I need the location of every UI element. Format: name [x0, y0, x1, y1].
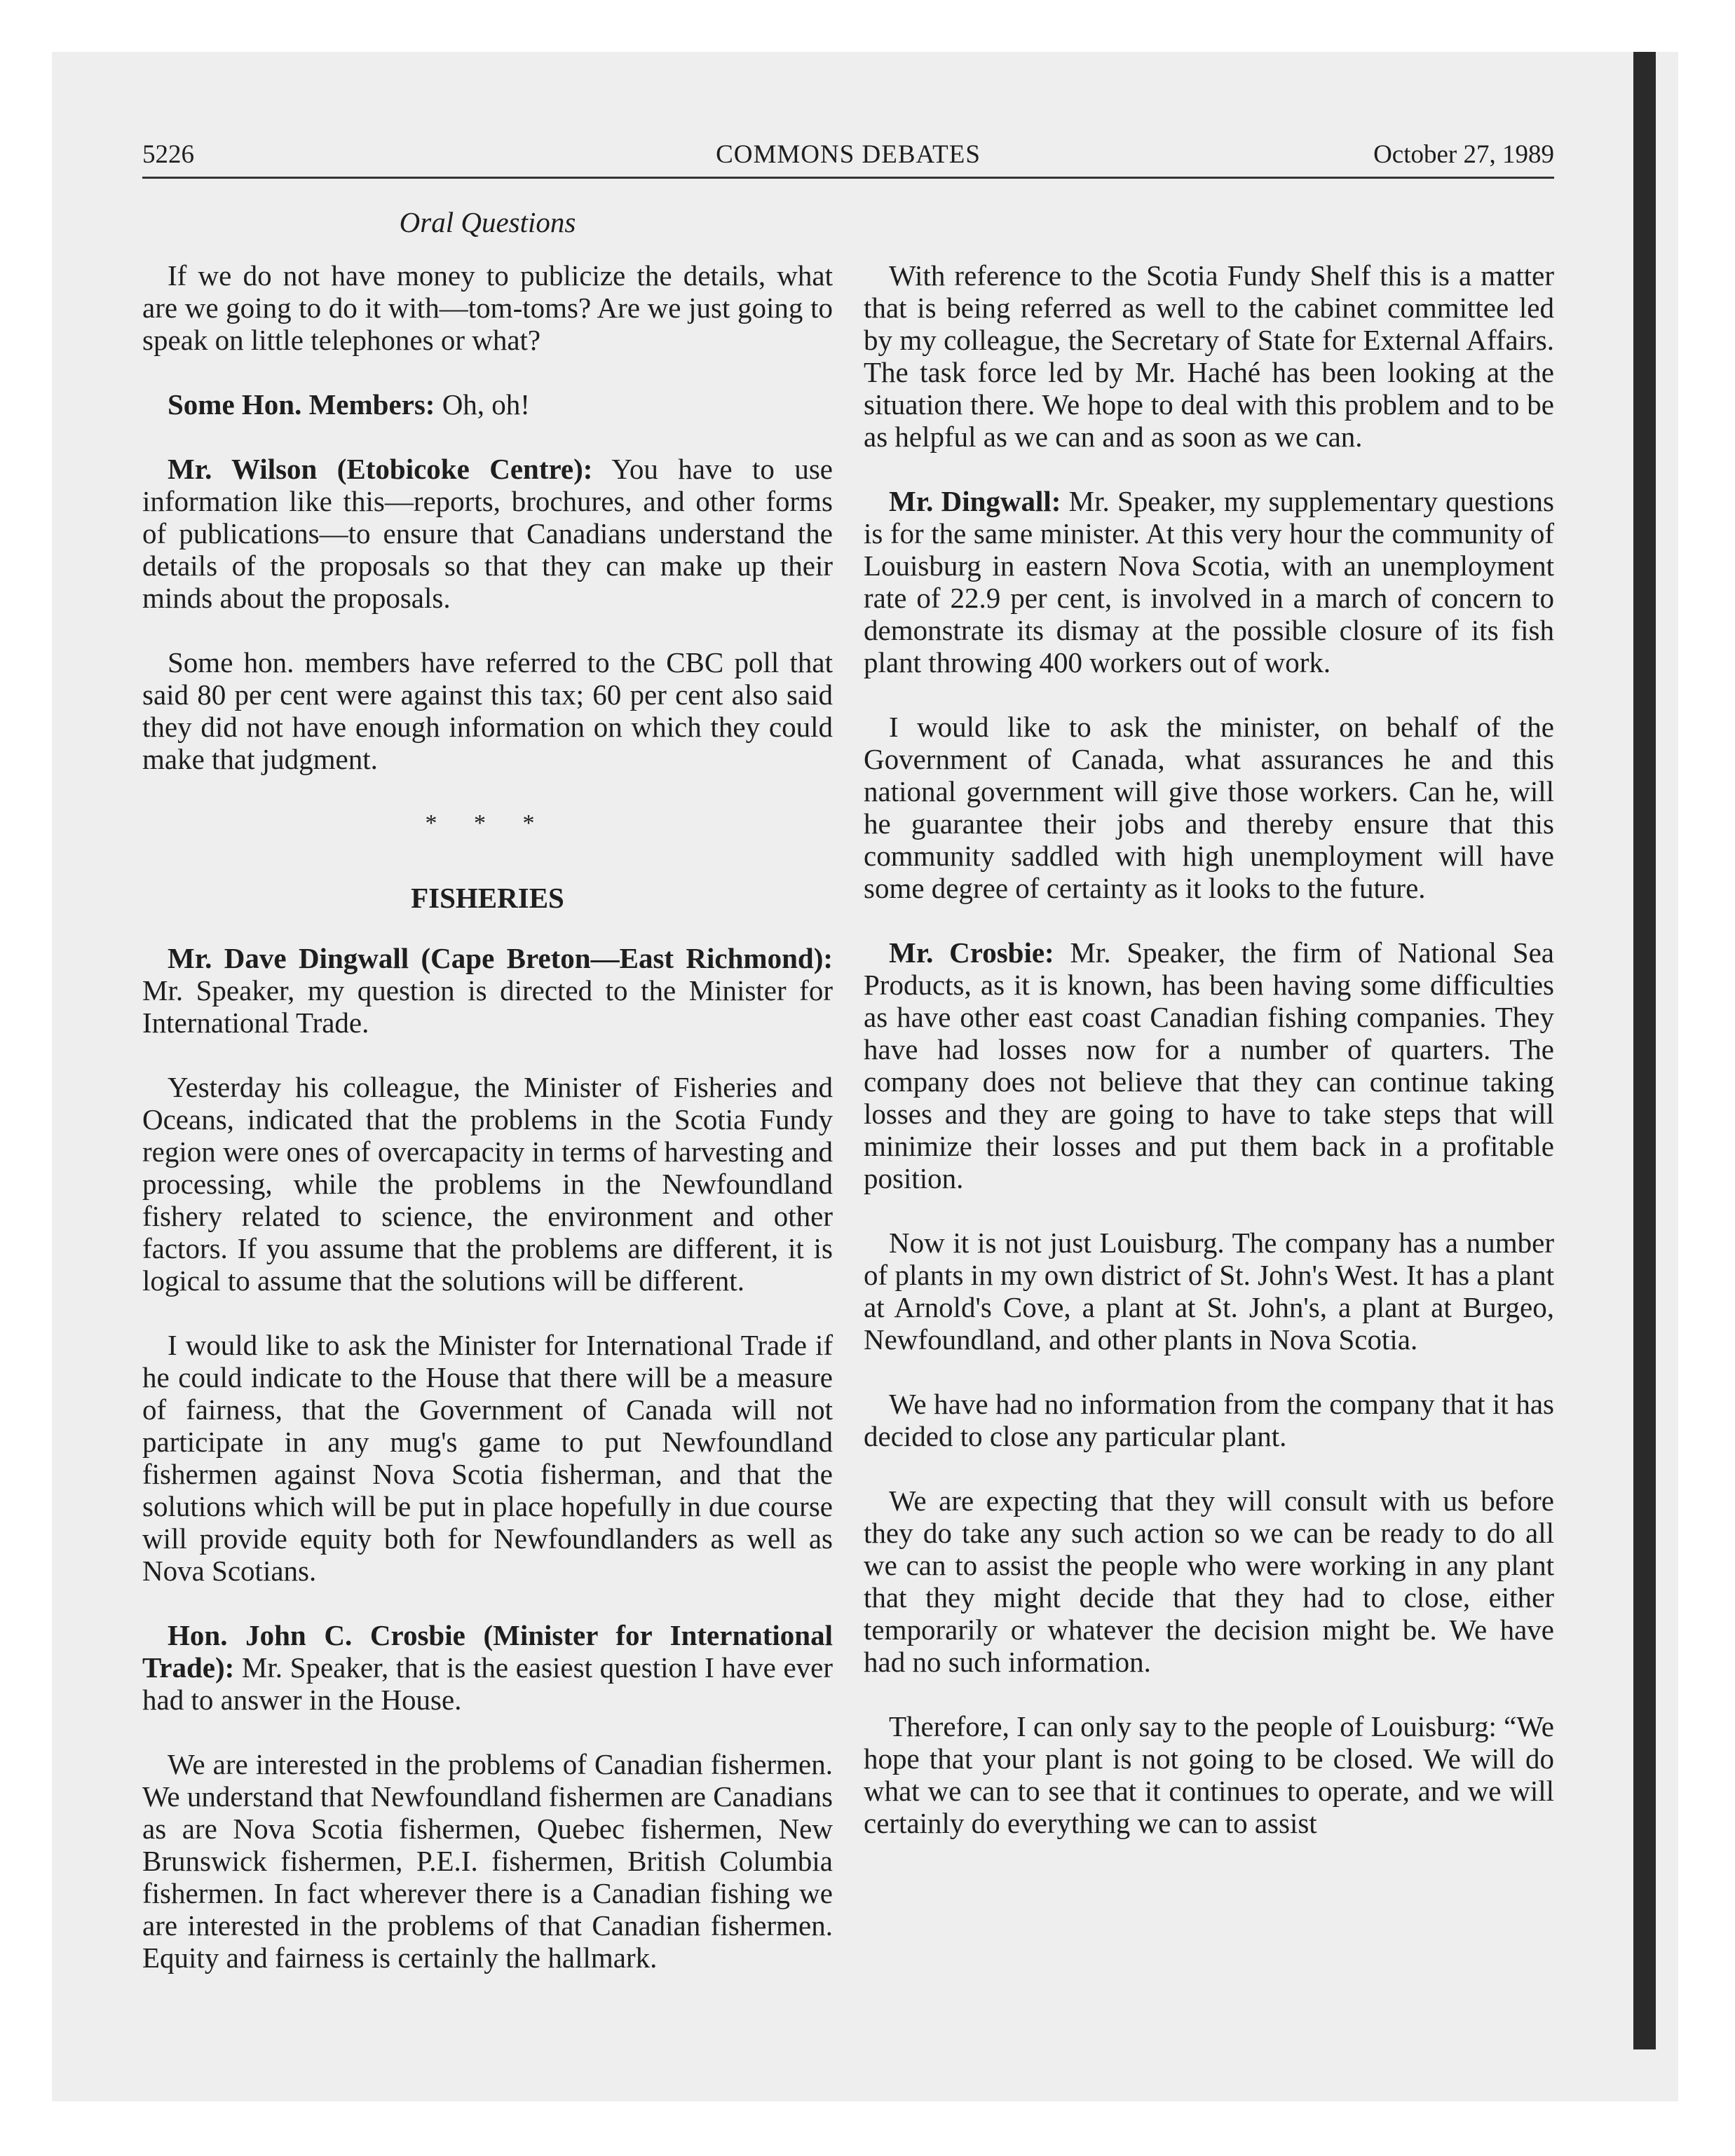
publication-title: COMMONS DEBATES: [716, 140, 981, 169]
paragraph-text: Mr. Speaker, the firm of National Sea Products, as it is known, has been having some difficulties as have other east coast Canadian fishing companies. They have had losses now for a number of quarters. The company does not believe that they can continue taking losses and they are going to have to take steps that will minimize their losses and put them back in a profitable position.: [864, 936, 1554, 1194]
section-separator: * * *: [425, 810, 550, 836]
speaker-name: Mr. Dingwall:: [889, 485, 1061, 517]
paragraph: [864, 936, 1554, 1194]
speaker-name: Hon. John C. Crosbie (Minister for International Trade):: [142, 1619, 833, 1684]
paragraph: Some hon. members have referred to the CBC poll that said 80 per cent were against this tax; 60 per cent also said they did not have enough information on which they could make that judgment.: [142, 646, 833, 775]
paragraph-text: Mr. Speaker, my question is directed to the Minister for International Trade.: [142, 974, 833, 1039]
paragraph: We have had no information from the company that it has decided to close any particular plant.: [864, 1388, 1554, 1452]
paragraph-text: You have to use information like this—reports, brochures, and other forms of publications—to ensure that Canadians understand the details of the proposals so that they can make up their minds about the proposals.: [142, 453, 833, 614]
speaker-name: Mr. Dave Dingwall (Cape Breton—East Richmond):: [168, 942, 833, 974]
paragraph: [142, 942, 833, 1039]
paragraph: I would like to ask the minister, on behalf of the Government of Canada, what assurances he and this national government will give those workers. Can he, will he guarantee their jobs and thereby ensure that this community saddled with high unemployment will have some degree of certainty as it looks to the future.: [864, 711, 1554, 904]
paragraph: [142, 453, 833, 614]
speaker-name: Mr. Wilson (Etobicoke Centre):: [168, 453, 593, 485]
paragraph: We are interested in the problems of Canadian fishermen. We understand that Newfoundland fishermen are Canadians as are Nova Scotia fishermen, Quebec fishermen, New Brunswick fishermen, P.E.I. fishermen, British Columbia fishermen. In fact wherever there is a Canadian fishing we are interested in the problems of that Canadian fishermen. Equity and fairness is certainly the hallmark.: [142, 1748, 833, 1974]
left-column: [142, 259, 833, 2006]
paragraph: With reference to the Scotia Fundy Shelf this is a matter that is being referred as well to the cabinet committee led by my colleague, the Secretary of State for External Affairs. The task force led by Mr. Haché has been looking at the situation there. We hope to deal with this problem and to be as helpful as we can and as soon as we can.: [864, 259, 1554, 453]
paragraph: We are expecting that they will consult with us before they do take any such action so we can be ready to do all we can to assist the people who were working in any plant that they might decide that they had to close, either temporarily or whatever the decision might be. We have had no such information.: [864, 1485, 1554, 1678]
paragraph: [142, 1619, 833, 1716]
speaker-name: Some Hon. Members:: [168, 388, 435, 421]
section-heading: FISHERIES: [411, 882, 564, 914]
paragraph: I would like to ask the Minister for International Trade if he could indicate to the House that there will be a measure of fairness, that the Government of Canada will not participate in any mug's game to put Newfoundland fishermen against Nova Scotia fisherman, and that the solutions which will be put in place hopefully in due course will provide equity both for Newfoundlanders as well as Nova Scotians.: [142, 1329, 833, 1587]
right-column: [864, 259, 1554, 1871]
publication-date: October 27, 1989: [1373, 140, 1554, 169]
paragraph-text: Mr. Speaker, that is the easiest question I have ever had to answer in the House.: [142, 1651, 833, 1716]
paragraph: If we do not have money to publicize the details, what are we going to do it with—tom-toms? Are we just going to speak on little telephones or what?: [142, 259, 833, 356]
paragraph: Yesterday his colleague, the Minister of Fisheries and Oceans, indicated that the problems in the Scotia Fundy region were ones of overcapacity in terms of harvesting and processing, while the problems in the Newfoundland fishery related to science, the environment and other factors. If you assume that the problems are different, it is logical to assume that the solutions will be different.: [142, 1071, 833, 1297]
scan-edge-bar: [1633, 52, 1656, 2049]
speaker-name: Mr. Crosbie:: [889, 936, 1054, 969]
paragraph: Therefore, I can only say to the people of Louisburg: “We hope that your plant is not going to be closed. We will do what we can to see that it continues to operate, and we will certainly do everything we can to assist: [864, 1710, 1554, 1839]
section-label: Oral Questions: [399, 206, 576, 238]
paragraph: Now it is not just Louisburg. The company has a number of plants in my own district of St. John's West. It has a plant at Arnold's Cove, a plant at St. John's, a plant at Burgeo, Newfoundland, and other plants in Nova Scotia.: [864, 1227, 1554, 1356]
paragraph-text: Oh, oh!: [435, 388, 530, 421]
page-number: 5226: [142, 140, 194, 169]
paragraph: [142, 388, 833, 421]
paragraph: [864, 485, 1554, 678]
paragraph-text: Mr. Speaker, my supplementary questions is for the same minister. At this very hour the community of Louisburg in eastern Nova Scotia, with an unemployment rate of 22.9 per cent, is involved in a march of concern to demonstrate its dismay at the possible closure of its fish plant throwing 400 workers out of work.: [864, 485, 1554, 678]
page-header: [142, 137, 1554, 179]
